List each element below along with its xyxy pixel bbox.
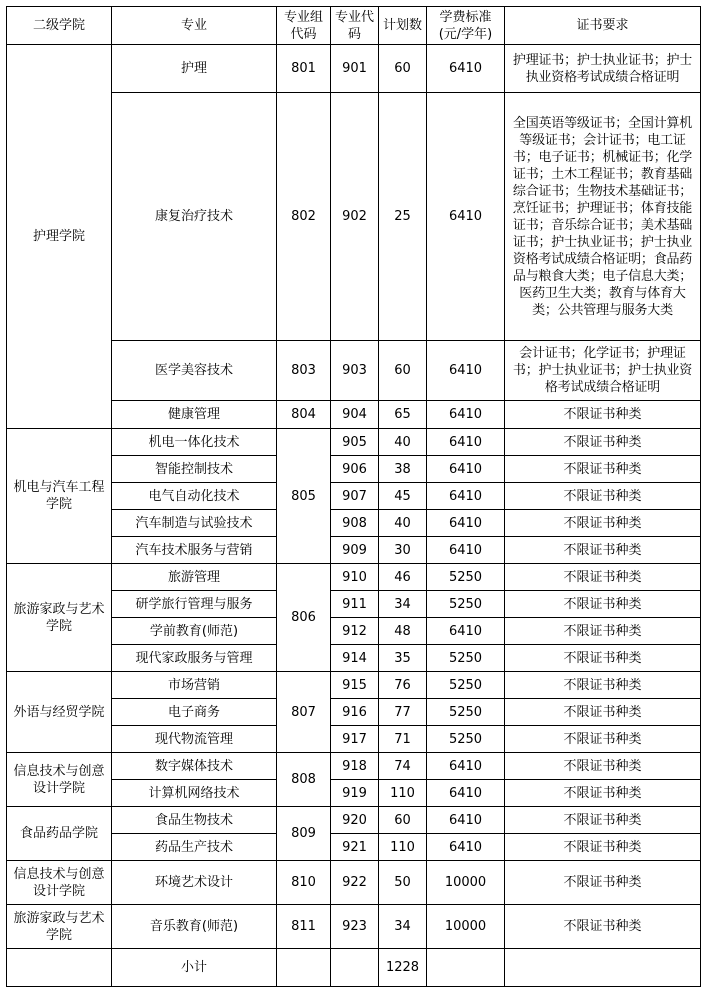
table-row bbox=[7, 645, 701, 672]
group-code-cell: 802 bbox=[277, 93, 331, 341]
group-code-cell: 803 bbox=[277, 341, 331, 401]
subtotal-plan: 1228 bbox=[379, 949, 427, 987]
table-row bbox=[7, 537, 701, 564]
major-code-cell: 907 bbox=[331, 483, 379, 510]
major-cell: 电气自动化技术 bbox=[112, 483, 277, 510]
plan-cell: 25 bbox=[379, 93, 427, 341]
table-row bbox=[7, 618, 701, 645]
plan-cell: 110 bbox=[379, 780, 427, 807]
header-major: 专业 bbox=[112, 7, 277, 45]
college-cell: 食品药品学院 bbox=[7, 807, 112, 861]
fee-cell: 5250 bbox=[427, 672, 505, 699]
table-row bbox=[7, 483, 701, 510]
cert-cell: 不限证书种类 bbox=[505, 905, 701, 949]
fee-cell: 5250 bbox=[427, 645, 505, 672]
fee-cell: 5250 bbox=[427, 564, 505, 591]
plan-cell: 40 bbox=[379, 429, 427, 456]
cert-cell: 不限证书种类 bbox=[505, 780, 701, 807]
major-cell: 机电一体化技术 bbox=[112, 429, 277, 456]
major-cell: 智能控制技术 bbox=[112, 456, 277, 483]
plan-cell: 76 bbox=[379, 672, 427, 699]
fee-cell: 5250 bbox=[427, 699, 505, 726]
plan-cell: 50 bbox=[379, 861, 427, 905]
table-row bbox=[7, 429, 701, 456]
major-cell: 医学美容技术 bbox=[112, 341, 277, 401]
group-code-cell: 804 bbox=[277, 401, 331, 429]
table-row bbox=[7, 510, 701, 537]
fee-cell: 6410 bbox=[427, 456, 505, 483]
college-cell: 外语与经贸学院 bbox=[7, 672, 112, 753]
fee-cell: 10000 bbox=[427, 905, 505, 949]
fee-cell: 6410 bbox=[427, 807, 505, 834]
plan-cell: 45 bbox=[379, 483, 427, 510]
cert-cell: 不限证书种类 bbox=[505, 699, 701, 726]
fee-cell: 6410 bbox=[427, 753, 505, 780]
plan-cell: 38 bbox=[379, 456, 427, 483]
table-row bbox=[7, 834, 701, 861]
major-cell: 现代物流管理 bbox=[112, 726, 277, 753]
fee-cell: 6410 bbox=[427, 401, 505, 429]
major-cell: 环境艺术设计 bbox=[112, 861, 277, 905]
table-row bbox=[7, 861, 701, 905]
subtotal-label: 小计 bbox=[112, 949, 277, 987]
plan-cell: 60 bbox=[379, 807, 427, 834]
major-code-cell: 901 bbox=[331, 45, 379, 93]
cert-cell: 不限证书种类 bbox=[505, 591, 701, 618]
table-row bbox=[7, 905, 701, 949]
major-code-cell: 921 bbox=[331, 834, 379, 861]
table-row bbox=[7, 726, 701, 753]
cert-cell: 不限证书种类 bbox=[505, 618, 701, 645]
plan-cell: 65 bbox=[379, 401, 427, 429]
major-cell: 电子商务 bbox=[112, 699, 277, 726]
plan-cell: 110 bbox=[379, 834, 427, 861]
plan-cell: 74 bbox=[379, 753, 427, 780]
fee-cell: 6410 bbox=[427, 834, 505, 861]
cert-cell: 不限证书种类 bbox=[505, 726, 701, 753]
cert-cell: 不限证书种类 bbox=[505, 429, 701, 456]
fee-cell: 6410 bbox=[427, 93, 505, 341]
plan-cell: 60 bbox=[379, 45, 427, 93]
group-code-cell: 801 bbox=[277, 45, 331, 93]
table-row bbox=[7, 780, 701, 807]
group-code-cell: 810 bbox=[277, 861, 331, 905]
table-row bbox=[7, 401, 701, 429]
table-row bbox=[7, 341, 701, 401]
header-group-code: 专业组代码 bbox=[277, 7, 331, 45]
subtotal-empty-cell bbox=[427, 949, 505, 987]
plan-cell: 48 bbox=[379, 618, 427, 645]
fee-cell: 6410 bbox=[427, 510, 505, 537]
table-row bbox=[7, 753, 701, 780]
table-row bbox=[7, 672, 701, 699]
group-code-cell: 805 bbox=[277, 429, 331, 564]
major-code-cell: 914 bbox=[331, 645, 379, 672]
plan-cell: 77 bbox=[379, 699, 427, 726]
table-row bbox=[7, 699, 701, 726]
subtotal-empty-cell bbox=[505, 949, 701, 987]
enrollment-plan-table bbox=[6, 6, 701, 987]
major-code-cell: 915 bbox=[331, 672, 379, 699]
fee-cell: 6410 bbox=[427, 618, 505, 645]
cert-cell: 护理证书；护士执业证书；护士执业资格考试成绩合格证明 bbox=[505, 45, 701, 93]
major-cell: 康复治疗技术 bbox=[112, 93, 277, 341]
header-major-code: 专业代码 bbox=[331, 7, 379, 45]
table-row bbox=[7, 591, 701, 618]
major-cell: 汽车制造与试验技术 bbox=[112, 510, 277, 537]
fee-cell: 6410 bbox=[427, 780, 505, 807]
header-row bbox=[7, 7, 701, 45]
subtotal-empty-cell bbox=[277, 949, 331, 987]
cert-cell: 不限证书种类 bbox=[505, 645, 701, 672]
college-cell: 信息技术与创意设计学院 bbox=[7, 753, 112, 807]
major-code-cell: 909 bbox=[331, 537, 379, 564]
fee-cell: 6410 bbox=[427, 341, 505, 401]
major-cell: 计算机网络技术 bbox=[112, 780, 277, 807]
major-code-cell: 916 bbox=[331, 699, 379, 726]
table-row bbox=[7, 564, 701, 591]
table-row bbox=[7, 807, 701, 834]
major-code-cell: 918 bbox=[331, 753, 379, 780]
header-fee: 学费标准(元/学年) bbox=[427, 7, 505, 45]
cert-cell: 会计证书；化学证书；护理证书；护士执业证书；护士执业资格考试成绩合格证明 bbox=[505, 341, 701, 401]
major-cell: 药品生产技术 bbox=[112, 834, 277, 861]
cert-cell: 不限证书种类 bbox=[505, 483, 701, 510]
major-cell: 数字媒体技术 bbox=[112, 753, 277, 780]
cert-cell: 不限证书种类 bbox=[505, 401, 701, 429]
group-code-cell: 808 bbox=[277, 753, 331, 807]
fee-cell: 6410 bbox=[427, 537, 505, 564]
major-code-cell: 902 bbox=[331, 93, 379, 341]
plan-cell: 30 bbox=[379, 537, 427, 564]
major-code-cell: 911 bbox=[331, 591, 379, 618]
college-cell: 旅游家政与艺术学院 bbox=[7, 564, 112, 672]
major-cell: 护理 bbox=[112, 45, 277, 93]
major-cell: 现代家政服务与管理 bbox=[112, 645, 277, 672]
major-code-cell: 920 bbox=[331, 807, 379, 834]
major-code-cell: 923 bbox=[331, 905, 379, 949]
cert-cell: 不限证书种类 bbox=[505, 456, 701, 483]
major-cell: 市场营销 bbox=[112, 672, 277, 699]
group-code-cell: 806 bbox=[277, 564, 331, 672]
cert-cell: 不限证书种类 bbox=[505, 564, 701, 591]
cert-cell: 不限证书种类 bbox=[505, 861, 701, 905]
major-cell: 音乐教育(师范) bbox=[112, 905, 277, 949]
major-code-cell: 919 bbox=[331, 780, 379, 807]
header-cert: 证书要求 bbox=[505, 7, 701, 45]
plan-cell: 35 bbox=[379, 645, 427, 672]
major-code-cell: 905 bbox=[331, 429, 379, 456]
major-cell: 健康管理 bbox=[112, 401, 277, 429]
subtotal-empty-cell bbox=[331, 949, 379, 987]
major-code-cell: 906 bbox=[331, 456, 379, 483]
plan-cell: 60 bbox=[379, 341, 427, 401]
major-code-cell: 903 bbox=[331, 341, 379, 401]
major-code-cell: 922 bbox=[331, 861, 379, 905]
college-cell: 护理学院 bbox=[7, 45, 112, 429]
fee-cell: 5250 bbox=[427, 726, 505, 753]
plan-cell: 46 bbox=[379, 564, 427, 591]
fee-cell: 6410 bbox=[427, 483, 505, 510]
fee-cell: 6410 bbox=[427, 429, 505, 456]
subtotal-empty-cell bbox=[7, 949, 112, 987]
major-code-cell: 917 bbox=[331, 726, 379, 753]
cert-cell: 不限证书种类 bbox=[505, 807, 701, 834]
major-code-cell: 908 bbox=[331, 510, 379, 537]
header-plan: 计划数 bbox=[379, 7, 427, 45]
group-code-cell: 807 bbox=[277, 672, 331, 753]
cert-cell: 不限证书种类 bbox=[505, 834, 701, 861]
cert-cell: 不限证书种类 bbox=[505, 537, 701, 564]
major-code-cell: 912 bbox=[331, 618, 379, 645]
subtotal-row bbox=[7, 949, 701, 987]
major-cell: 旅游管理 bbox=[112, 564, 277, 591]
major-code-cell: 910 bbox=[331, 564, 379, 591]
college-cell: 机电与汽车工程学院 bbox=[7, 429, 112, 564]
major-code-cell: 904 bbox=[331, 401, 379, 429]
fee-cell: 6410 bbox=[427, 45, 505, 93]
table-row bbox=[7, 45, 701, 93]
major-cell: 食品生物技术 bbox=[112, 807, 277, 834]
plan-cell: 34 bbox=[379, 905, 427, 949]
major-cell: 学前教育(师范) bbox=[112, 618, 277, 645]
plan-cell: 40 bbox=[379, 510, 427, 537]
table-row bbox=[7, 93, 701, 341]
group-code-cell: 809 bbox=[277, 807, 331, 861]
college-cell: 旅游家政与艺术学院 bbox=[7, 905, 112, 949]
plan-cell: 34 bbox=[379, 591, 427, 618]
plan-cell: 71 bbox=[379, 726, 427, 753]
college-cell: 信息技术与创意设计学院 bbox=[7, 861, 112, 905]
table-row bbox=[7, 456, 701, 483]
cert-cell: 不限证书种类 bbox=[505, 672, 701, 699]
cert-cell: 不限证书种类 bbox=[505, 753, 701, 780]
major-cell: 汽车技术服务与营销 bbox=[112, 537, 277, 564]
group-code-cell: 811 bbox=[277, 905, 331, 949]
major-cell: 研学旅行管理与服务 bbox=[112, 591, 277, 618]
cert-cell: 全国英语等级证书；全国计算机等级证书；会计证书；电工证书；电子证书；机械证书；化学证书；土木工程证书；教育基础综合证书；生物技术基础证书；烹饪证书；护理证书；体育技能证书；音乐综合证书；美术基础证书；护士执业证书；护士执业资格考试成绩合格证明；食品药品与粮食大类；电子信息大类；医药卫生大类；教育与体育大类；公共管理与服务大类 bbox=[505, 93, 701, 341]
header-college: 二级学院 bbox=[7, 7, 112, 45]
cert-cell: 不限证书种类 bbox=[505, 510, 701, 537]
fee-cell: 10000 bbox=[427, 861, 505, 905]
fee-cell: 5250 bbox=[427, 591, 505, 618]
